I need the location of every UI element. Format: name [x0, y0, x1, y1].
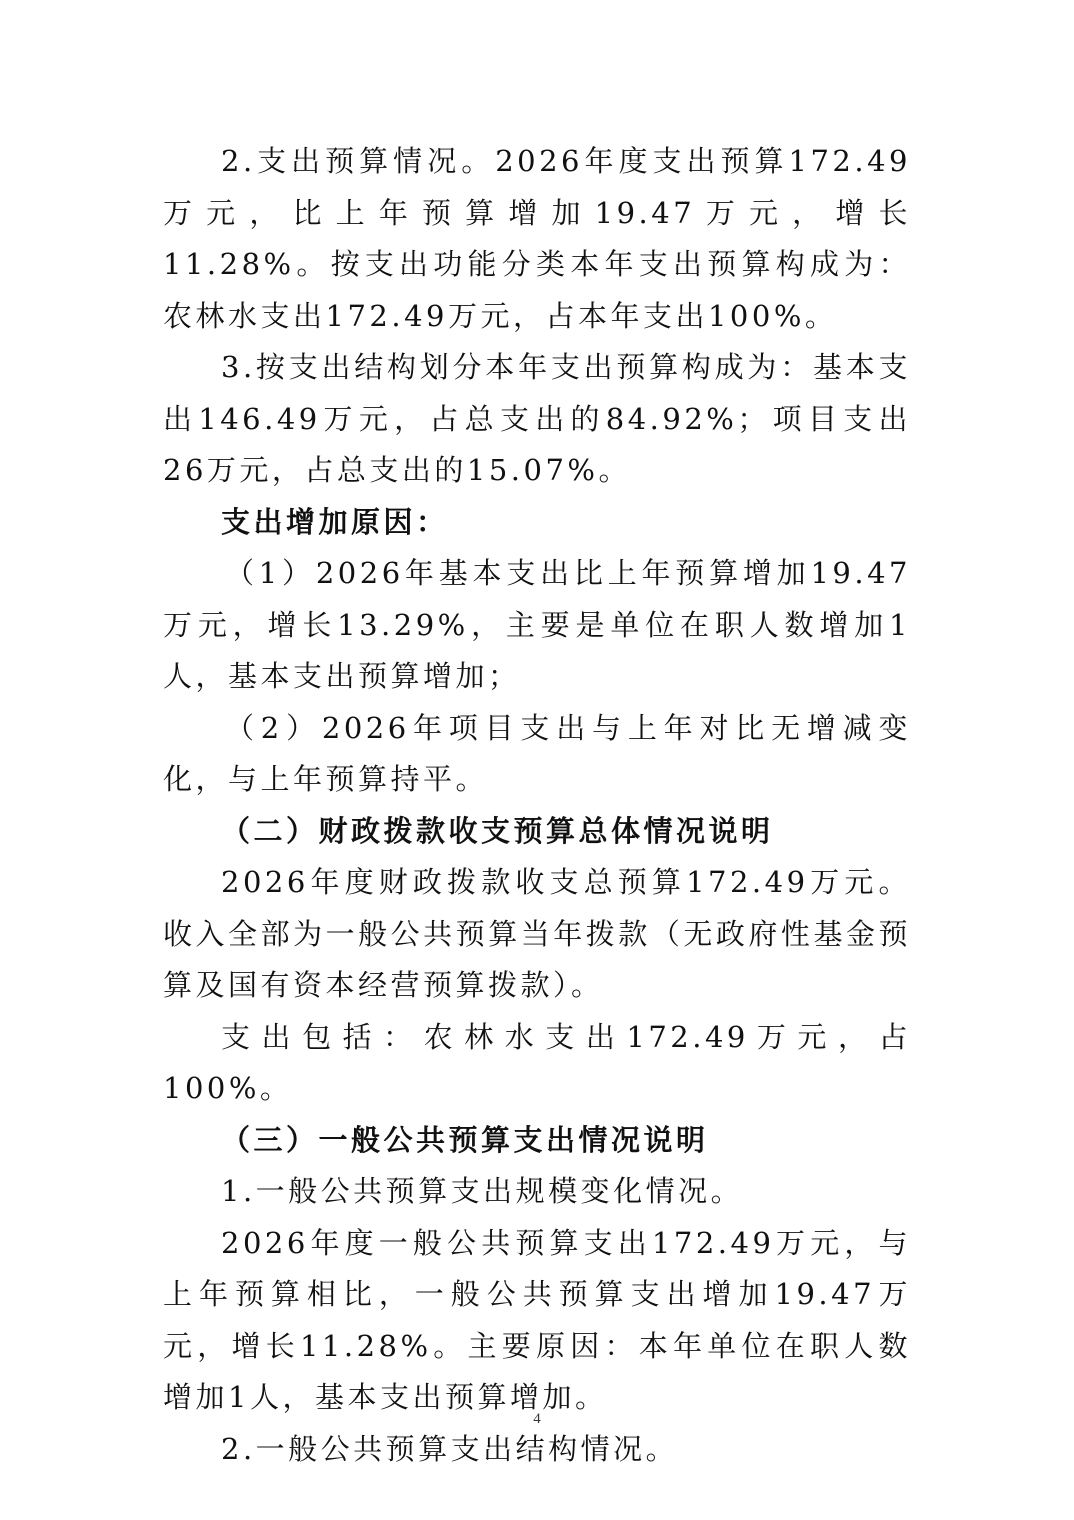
paragraph-fiscal-expenditure: 支出包括：农林水支出172.49万元，占100%。 [163, 1019, 911, 1105]
document-body [163, 136, 911, 1475]
paragraph-general-structure: 2.一般公共预算支出结构情况。 [221, 1431, 679, 1466]
paragraph-general-scale: 1.一般公共预算支出规模变化情况。 [221, 1174, 744, 1208]
paragraph-reason-project: （2）2026年项目支出与上年对比无增减变化，与上年预算持平。 [163, 710, 911, 796]
heading-fiscal-appropriation: （二）财政拨款收支预算总体情况说明 [221, 813, 774, 848]
paragraph-general-detail: 2026年度一般公共预算支出172.49万元，与上年预算相比，一般公共预算支出增加19.47万元，增长11.28%。主要原因：本年单位在职人数增加1人，基本支出预算增加。 [163, 1225, 911, 1414]
page-number: 4 [533, 1411, 541, 1427]
paragraph-reason-basic: （1）2026年基本支出比上年预算增加19.47万元，增长13.29%，主要是单位在职人数增加1人，基本支出预算增加； [163, 556, 911, 693]
paragraph-expenditure-budget: 2.支出预算情况。2026年度支出预算172.49万元，比上年预算增加19.47万元，增长11.28%。按支出功能分类本年支出预算构成为：农林水支出172.49万元，占本年支出100%。 [163, 144, 911, 333]
paragraph-fiscal-total: 2026年度财政拨款收支总预算172.49万元。收入全部为一般公共预算当年拨款（无政府性基金预算及国有资本经营预算拨款）。 [163, 865, 911, 1002]
heading-general-budget: （三）一般公共预算支出情况说明 [221, 1122, 709, 1157]
heading-increase-reasons: 支出增加原因： [221, 504, 449, 539]
paragraph-expenditure-structure: 3.按支出结构划分本年支出预算构成为：基本支出146.49万元，占总支出的84.92%；项目支出26万元，占总支出的15.07%。 [163, 350, 911, 487]
